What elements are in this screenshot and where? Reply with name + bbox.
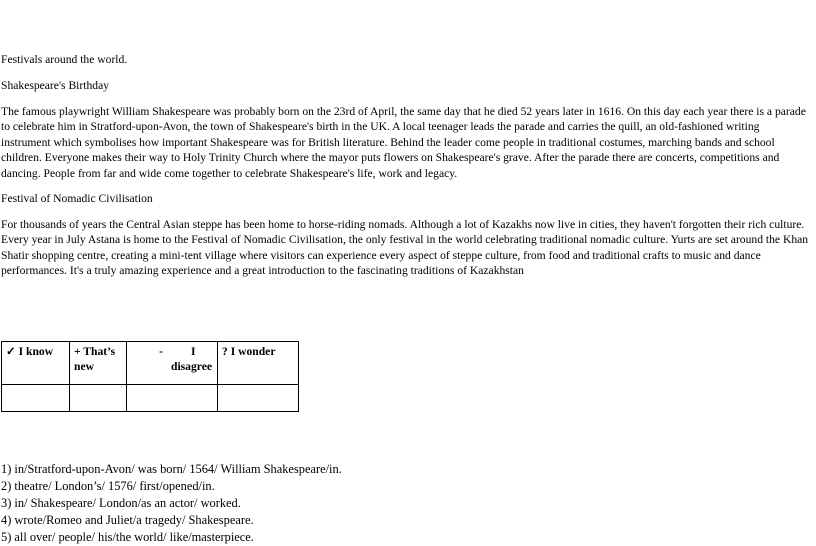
paragraph-nomadic [1, 217, 813, 279]
task-item: 2) theatre/ London’s/ 1576/ first/opened/in. [1, 479, 215, 493]
section-heading-nomadic: Festival of Nomadic Civilisation [1, 192, 153, 205]
paragraph-line: to celebrate him in Stratford-upon-Avon, the town of Shakespeare's birth in the UK. A local teenager leads the parade and carries the quill, an old-fashioned writing [1, 120, 760, 134]
paragraph-shakespeare [1, 104, 813, 181]
table-row [2, 385, 299, 412]
table-cell[interactable] [127, 385, 218, 412]
table-cell[interactable] [218, 385, 299, 412]
paragraph-line: Shatir shopping centre, creating a mini-tent village where visitors can experience every aspect of steppe culture, from food and traditional crafts to music and dance [1, 248, 761, 262]
paragraph-line: children. Everyone makes their way to Holy Trinity Church where the mayor puts flowers on Shakespeare's grave. After the parade there are concerts, competitions and [1, 151, 780, 165]
table-cell[interactable] [70, 385, 127, 412]
paragraph-line: instrument which symbolises how important Shakespeare was for British literature. Behind the leader come people in traditional costumes, marching bands and school [1, 135, 775, 149]
paragraph-line: For thousands of years the Central Asian steppe has been home to horse-riding nomads. Although a lot of Kazakhs now live in cities, they haven't forgotten their rich culture. [1, 218, 805, 231]
header-i-disagree: - I disagree [127, 342, 218, 385]
header-i-know: ✓ I know [2, 342, 70, 385]
paragraph-line: performances. It's a truly amazing experience and a great introduction to the fascinating traditions of Kazakhstan [1, 264, 524, 278]
header-thats-new: + That’s new [70, 342, 127, 385]
task-item: 5) all over/ people/ his/the world/ like/masterpiece. [1, 530, 254, 544]
paragraph-line: dancing. People from far and wide come together to celebrate Shakespeare's life, work and legacy. [1, 166, 458, 180]
table-cell[interactable] [2, 385, 70, 412]
task-item: 1) in/Stratford-upon-Avon/ was born/ 1564/ William Shakespeare/in. [1, 462, 342, 476]
paragraph-line: Every year in July Astana is home to the Festival of Nomadic Civilisation, the only festival in the world celebrating traditional nomadic culture. Yurts are set around the Khan [1, 233, 809, 247]
paragraph-line: The famous playwright William Shakespeare was probably born on the 23rd of April, the same day that he died 52 years later in 1616. On this day each year there is a parade [1, 105, 806, 118]
header-i-wonder: ? I wonder [218, 342, 299, 385]
task-item: 3) in/ Shakespeare/ London/as an actor/ worked. [1, 496, 241, 510]
section-heading-shakespeare: Shakespeare's Birthday [1, 79, 110, 92]
table-header-row [2, 342, 299, 385]
task-item: 4) wrote/Romeo and Juliet/a tragedy/ Shakespeare. [1, 513, 254, 527]
document-title: Festivals around the world. [1, 53, 128, 66]
kwl-table [1, 341, 299, 412]
